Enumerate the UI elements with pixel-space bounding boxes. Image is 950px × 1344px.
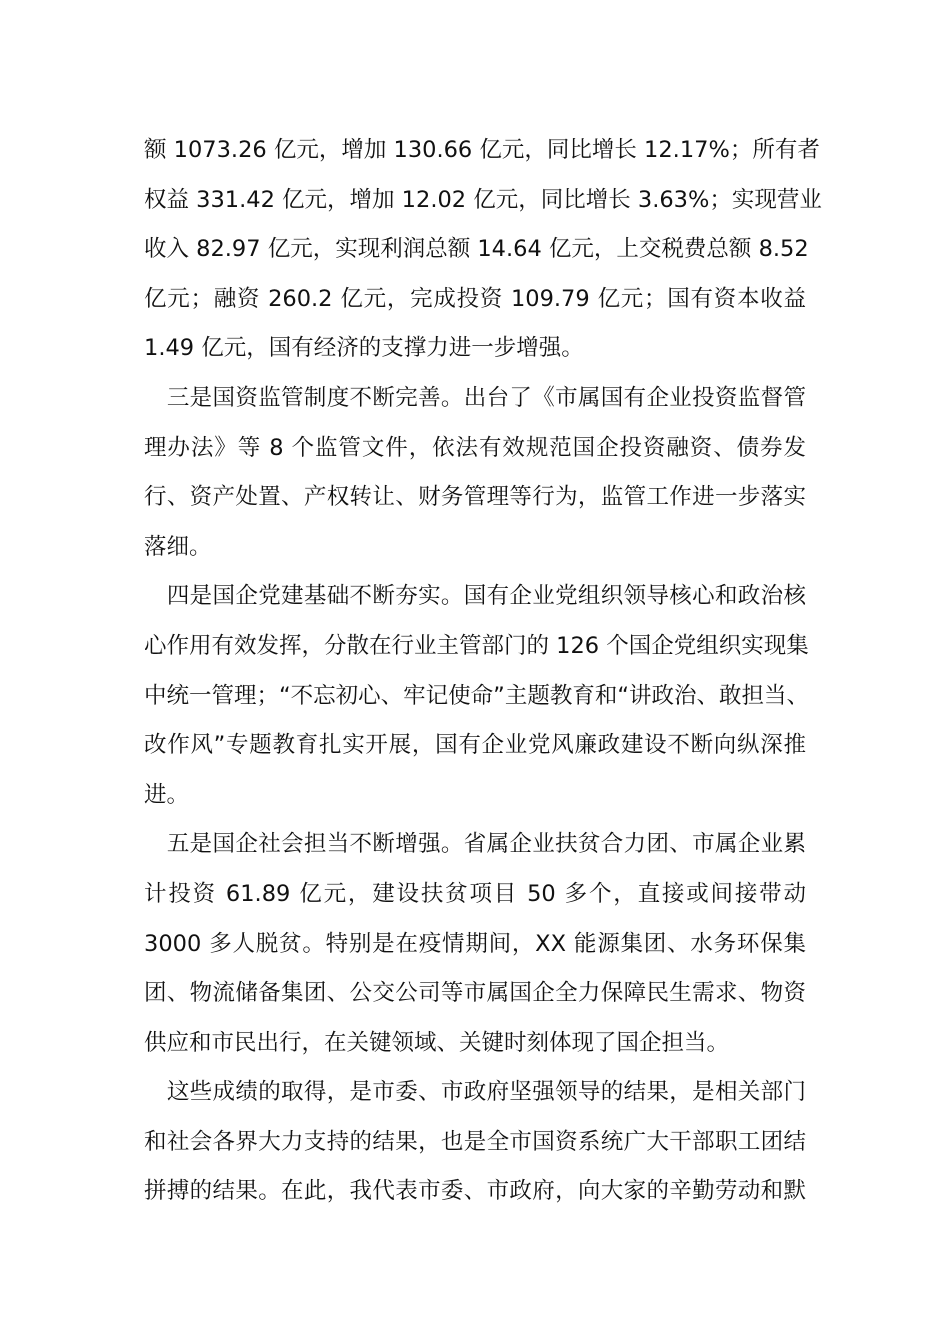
text-line: 五是国企社会担当不断增强。省属企业扶贫合力团、市属企业累 xyxy=(144,831,806,858)
text-line: 权益 331.42 亿元，增加 12.02 亿元，同比增长 3.63%；实现营业 xyxy=(144,186,822,213)
text-line: 落细。 xyxy=(144,533,212,560)
text-line: 改作风”专题教育扎实开展，国有企业党风廉政建设不断向纵深推 xyxy=(144,732,806,759)
text-line: 团、物流储备集团、公交公司等市属国企全力保障民生需求、物资 xyxy=(144,980,806,1007)
body-text xyxy=(144,126,822,1217)
text-line: 拼搏的结果。在此，我代表市委、市政府，向大家的辛勤劳动和默 xyxy=(144,1178,806,1205)
text-line: 亿元；融资 260.2 亿元，完成投资 109.79 亿元；国有资本收益 xyxy=(144,285,806,312)
text-line: 供应和市民出行，在关键领域、关键时刻体现了国企担当。 xyxy=(144,1029,730,1056)
text-line: 3000 多人脱贫。特别是在疫情期间，XX 能源集团、水务环保集 xyxy=(144,930,806,957)
text-line: 进。 xyxy=(144,781,190,808)
text-line: 这些成绩的取得，是市委、市政府坚强领导的结果，是相关部门 xyxy=(144,1079,806,1106)
text-line: 收入 82.97 亿元，实现利润总额 14.64 亿元，上交税费总额 8.52 xyxy=(144,236,809,263)
text-line: 1.49 亿元，国有经济的支撑力进一步增强。 xyxy=(144,335,584,362)
text-line: 额 1073.26 亿元，增加 130.66 亿元，同比增长 12.17%；所有者 xyxy=(144,137,820,163)
text-line: 和社会各界大力支持的结果，也是全市国资系统广大干部职工团结 xyxy=(144,1128,806,1155)
text-line: 理办法》等 8 个监管文件，依法有效规范国企投资融资、债券发 xyxy=(144,434,806,461)
text-line: 中统一管理；“不忘初心、牢记使命”主题教育和“讲政治、敢担当、 xyxy=(144,682,809,709)
text-line: 三是国资监管制度不断完善。出台了《市属国有企业投资监督管 xyxy=(144,384,806,411)
text-line: 心作用有效发挥，分散在行业主管部门的 126 个国企党组织实现集 xyxy=(144,632,809,659)
text-line: 计投资 61.89 亿元，建设扶贫项目 50 多个，直接或间接带动 xyxy=(144,880,806,907)
text-line: 行、资产处置、产权转让、财务管理等行为，监管工作进一步落实 xyxy=(144,484,806,511)
text-line: 四是国企党建基础不断夯实。国有企业党组织领导核心和政治核 xyxy=(144,583,806,610)
